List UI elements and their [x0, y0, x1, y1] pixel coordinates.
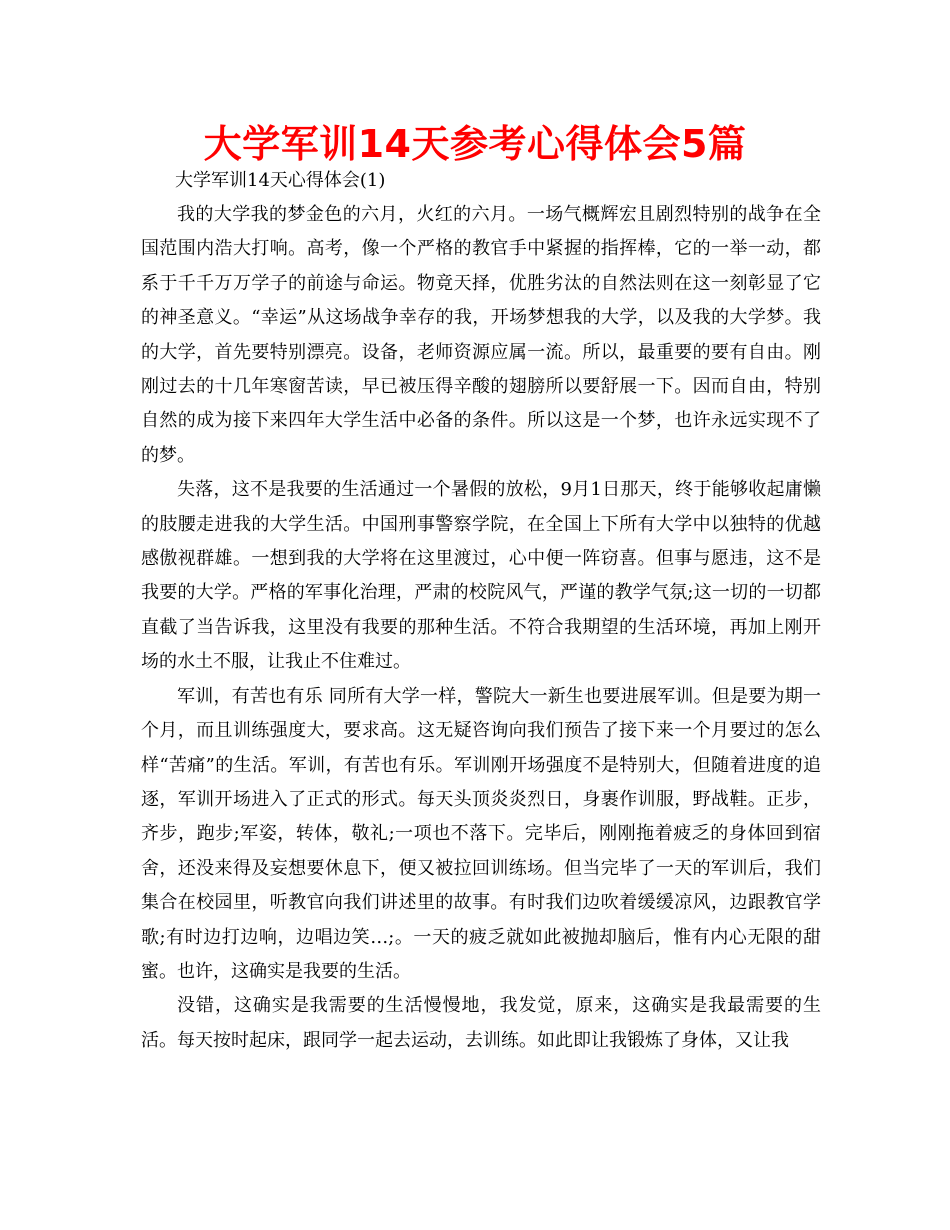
body-paragraph: 我的大学我的梦金色的六月，火红的六月。一场气概辉宏且剧烈特别的战争在全国范围内浩大打响。高考，像一个严格的教官手中紧握的指挥棒，它的一举一动，都系于千千万万学子的前途与命运。物竟天择，优胜劣汰的自然法则在这一刻彰显了它的神圣意义。“幸运”从这场战争幸存的我，开场梦想我的大学，以及我的大学梦。我的大学，首先要特别漂亮。设备，老师资源应属一流。所以，最重要的要有自由。刚刚过去的十几年寒窗苦读，早已被压得辛酸的翅膀所以要舒展一下。因而自由，特别自然的成为接下来四年大学生活中必备的条件。所以这是一个梦，也许永远实现不了的梦。 — [141, 204, 821, 466]
document-title: 大学军训14天参考心得体会5篇 — [203, 122, 747, 166]
document-body — [141, 198, 821, 1058]
body-paragraph: 没错，这确实是我需要的生活慢慢地，我发觉，原来，这确实是我最需要的生活。每天按时起床，跟同学一起去运动，去训练。如此即让我锻炼了身体，又让我 — [141, 995, 821, 1051]
body-paragraph: 军训，有苦也有乐 同所有大学一样，警院大一新生也要进展军训。但是要为期一个月，而且训练强度大，要求高。这无疑咨询向我们预告了接下来一个月要过的怎么样“苦痛”的生活。军训，有苦也有乐。军训刚开场强度不是特别大，但随着进度的追逐，军训开场进入了正式的形式。每天头顶炎炎烈日，身裹作训服，野战鞋。正步，齐步，跑步;军姿，转体，敬礼;一项也不落下。完毕后，刚刚拖着疲乏的身体回到宿舍，还没来得及妄想要休息下，便又被拉回训练场。但当完毕了一天的军训后，我们集合在校园里，听教官向我们讲述里的故事。有时我们边吹着缓缓凉风，边跟教官学歌;有时边打边响，边唱边笑…;。一天的疲乏就如此被抛却脑后，惟有内心无限的甜蜜。也许，这确实是我要的生活。 — [141, 685, 821, 982]
body-paragraph: 失落，这不是我要的生活通过一个暑假的放松，9月1日那天，终于能够收起庸懒的肢腰走进我的大学生活。中国刑事警察学院，在全国上下所有大学中以独特的优越感傲视群雄。一想到我的大学将在这里渡过，心中便一阵窃喜。但事与愿违，这不是我要的大学。严格的军事化治理，严肃的校院风气，严谨的教学气氛;这一切的一切都直截了当告诉我，这里没有我要的那种生活。不符合我期望的生活环境，再加上刚开场的水土不服，让我止不住难过。 — [141, 479, 821, 673]
section-heading: 大学军训14天心得体会(1) — [175, 170, 386, 191]
